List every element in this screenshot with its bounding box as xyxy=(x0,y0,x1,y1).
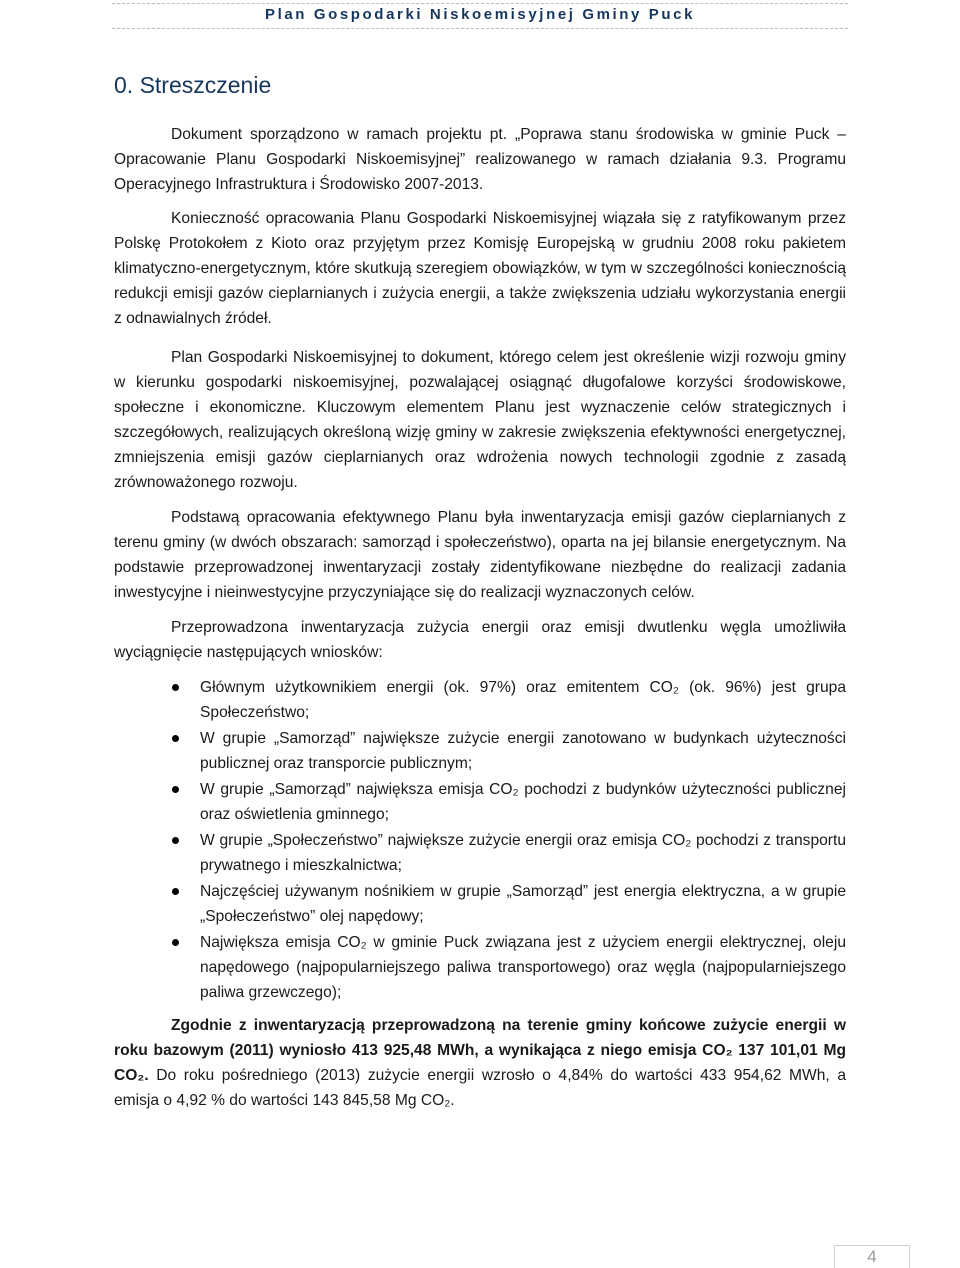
summary-normal-text: Do roku pośredniego (2013) zużycie energii wzrosło o 4,84% do wartości 433 954,62 MWh, a emisja o 4,92 % do wartości 143 845,58 Mg CO₂. xyxy=(114,1067,846,1109)
list-item-text: Największa emisja CO₂ w gminie Puck związana jest z użyciem energii elektrycznej, oleju napędowego (najpopularniejszego paliwa transportowego) oraz węgla (najpopularniejszego paliwa grzewczego); xyxy=(200,934,846,1001)
paragraph-inventory-basis: Podstawą opracowania efektywnego Planu była inwentaryzacja emisji gazów cieplarnianych z terenu gminy (w dwóch obszarach: samorząd i społeczeństwo), oparta na jej bilansie energetycznym. Na podstawie przeprowadzonej inwentaryzacji zostały zidentyfikowane niezbędne do realizacji zadania inwestycyjne i nieinwestycyjne przyczyniające się do realizacji wyznaczonych celów. xyxy=(114,509,846,601)
list-item xyxy=(114,879,846,929)
list-item xyxy=(114,828,846,878)
header-rule-bottom xyxy=(112,28,848,29)
bullet-icon xyxy=(172,735,179,742)
bullet-icon xyxy=(172,837,179,844)
bullet-icon xyxy=(172,786,179,793)
summary-paragraph xyxy=(114,1013,846,1113)
paragraph-plan-definition: Plan Gospodarki Niskoemisyjnej to dokument, którego celem jest określenie wizji rozwoju gminy w kierunku gospodarki niskoemisyjnej, pozwalającej osiągnąć długofalowe korzyści środowiskowe, społeczne i ekonomiczne. Kluczowym elementem Planu jest wyznaczenie celów strategicznych i szczegółowych, realizujących określoną wizję gminy w zakresie zwiększenia efektywności energetycznej, zmniejszenia emisji gazów cieplarnianych oraz wdrożenia nowych technologii zgodnie z zasadą zrównoważonego rozwoju. xyxy=(114,349,846,491)
bullet-icon xyxy=(172,939,179,946)
document-body xyxy=(114,122,846,1113)
list-item xyxy=(114,777,846,827)
list-item-text: W grupie „Samorząd” największe zużycie energii zanotowano w budynkach użyteczności publicznej oraz transporcie publicznym; xyxy=(200,730,846,772)
conclusions-list xyxy=(114,675,846,1005)
running-header-title: Plan Gospodarki Niskoemisyjnej Gminy Puck xyxy=(264,6,696,23)
paragraph-conclusions-intro: Przeprowadzona inwentaryzacja zużycia energii oraz emisji dwutlenku węgla umożliwiła wyciągnięcie następujących wniosków: xyxy=(114,619,846,661)
paragraph-necessity: Konieczność opracowania Planu Gospodarki Niskoemisyjnej wiązała się z ratyfikowanym przez Polskę Protokołem z Kioto oraz przyjętym przez Komisję Europejską w grudniu 2008 roku pakietem klimatyczno-energetycznym, które skutkują szeregiem obowiązków, w tym w szczególności koniecznością redukcji emisji gazów cieplarnianych i zużycia energii, a także zwiększenia udziału wykorzystania energii z odnawialnych źródeł. xyxy=(114,210,846,327)
section-heading: 0. Streszczenie xyxy=(114,72,272,98)
page-number-box xyxy=(834,1245,910,1268)
list-item-text: Głównym użytkownikiem energii (ok. 97%) oraz emitentem CO₂ (ok. 96%) jest grupa Społeczeństwo; xyxy=(200,679,846,721)
paragraph-project-info: Dokument sporządzono w ramach projektu pt. „Poprawa stanu środowiska w gminie Puck – Opracowanie Planu Gospodarki Niskoemisyjnej” realizowanego w ramach działania 9.3. Programu Operacyjnego Infrastruktura i Środowisko 2007-2013. xyxy=(114,126,846,193)
list-item xyxy=(114,930,846,1005)
list-item xyxy=(114,675,846,725)
bullet-icon xyxy=(172,684,179,691)
list-item xyxy=(114,726,846,776)
list-item-text: W grupie „Samorząd” największa emisja CO₂ pochodzi z budynków użyteczności publicznej oraz oświetlenia gminnego; xyxy=(200,781,846,823)
list-item-text: Najczęściej używanym nośnikiem w grupie „Samorząd” jest energia elektryczna, a w grupie „Społeczeństwo” olej napędowy; xyxy=(200,883,846,925)
header-rule-top xyxy=(112,3,848,4)
list-item-text: W grupie „Społeczeństwo” największe zużycie energii oraz emisja CO₂ pochodzi z transportu prywatnego i mieszkalnictwa; xyxy=(200,832,846,874)
bullet-icon xyxy=(172,888,179,895)
summary-bold-text: Zgodnie z inwentaryzacją przeprowadzoną na terenie gminy końcowe zużycie energii w roku bazowym (2011) wyniosło 413 925,48 MWh, a wynikająca z niego emisja CO₂ 137 101,01 Mg CO₂. xyxy=(114,1017,846,1084)
page-number: 4 xyxy=(867,1247,877,1266)
